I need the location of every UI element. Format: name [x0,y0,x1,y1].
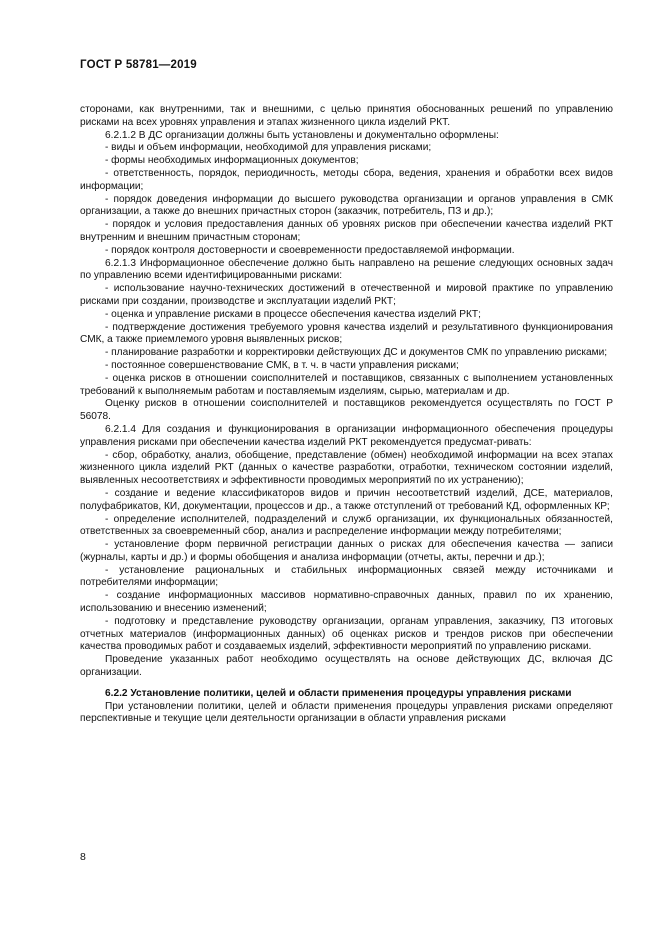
paragraph: - порядок доведения информации до высшего руководства организации и органов управления в СМК организации, а также до внешних причастных сторон (заказчик, потребитель, ПЗ и др.); [80,193,613,218]
paragraph: сторонами, как внутренними, так и внешними, с целью принятия обоснованных решений по управлению рисками на всех уровнях управления и этапах жизненного цикла изделий РКТ. [80,104,613,128]
paragraph: - формы необходимых информационных документов; [105,155,359,167]
section-heading: 6.2.2 Установление политики, целей и области применения процедуры управления рисками [105,687,572,699]
document-body [80,104,613,726]
paragraph: Оценку рисков в отношении соисполнителей и поставщиков рекомендуется осуществлять по ГОСТ Р 56078. [80,398,613,423]
document-header: ГОСТ Р 58781—2019 [80,59,197,71]
paragraph: - использование научно-технических достижений в отечественной и мировой практике по управлению рисками при создании, производстве и эксплуатации изделий РКТ; [80,283,613,307]
paragraph: - порядок контроля достоверности и своевременности предоставляемой информации. [105,244,515,256]
paragraph: - ответственность, порядок, периодичность, методы сбора, ведения, хранения и обработки всех видов информации; [80,167,613,192]
paragraph: - определение исполнителей, подразделений и служб организации, их функциональных обязанностей, ответственных за своевременный сбор, анализ и распределение информации между потребителями; [80,513,613,538]
paragraph-list [80,104,613,680]
section-paragraph-list [80,701,613,727]
paragraph: Проведение указанных работ необходимо осуществлять на основе действующих ДС, включая ДС организации. [80,654,613,679]
page-number: 8 [80,851,86,863]
paragraph: - подготовку и представление руководству организации, органам управления, заказчику, ПЗ итоговых отчетных материалов (информационных данных) об оценках рисков и трендов рисков при обеспечении качества проводимых работ и создаваемых изделий, эффективности мероприятий по управлению рисками. [80,615,613,653]
paragraph: - виды и объем информации, необходимой для управления рисками; [105,142,432,154]
paragraph: - сбор, обработку, анализ, обобщение, представление (обмен) необходимой информации на всех этапах жизненного цикла изделий РКТ (данных о качестве разработки, отработки, техническом состоянии изделий, выявленных несоответствиях и эффективности проводимых мероприятий по их устранению); [80,449,613,487]
paragraph: - установление рациональных и стабильных информационных связей между источниками и потребителями информации; [80,564,613,589]
paragraph: 6.2.1.3 Информационное обеспечение должно быть направлено на решение следующих основных задач по управлению всеми идентифицированными рисками: [80,257,613,282]
paragraph: 6.2.1.2 В ДС организации должны быть установлены и документально оформлены: [105,129,499,141]
paragraph: - установление форм первичной регистрации данных о рисках для обеспечения качества — записи (журналы, карты и др.) и формы обобщения и анализа информации (отчеты, акты, перечни и др.); [80,539,613,563]
paragraph: При установлении политики, целей и области применения процедуры управления рисками определяют перспективные и текущие цели деятельности организации в области управления рисками [80,700,613,725]
paragraph: - создание и ведение классификаторов видов и причин несоответствий изделий, ДСЕ, материалов, полуфабрикатов, КИ, документации, процессов и др., а также отступлений от требований КД, оформленных КР; [80,487,613,512]
paragraph: - оценка и управление рисками в процессе обеспечения качества изделий РКТ; [105,308,481,320]
paragraph: - оценка рисков в отношении соисполнителей и поставщиков, связанных с выполнением установленных требований к выполняемым работам и поставляемым изделиям, сырью, материалам и др. [80,372,613,397]
paragraph: 6.2.1.4 Для создания и функционирования в организации информационного обеспечения процедуры управления рисками при обеспечении качества изделий РКТ рекомендуется предусмат-ривать: [80,423,613,448]
paragraph: - создание информационных массивов нормативно-справочных данных, правил по их хранению, использованию и внесению изменений; [80,590,613,615]
paragraph: - порядок и условия предоставления данных об уровнях рисков при обеспечении качества изделий РКТ внутренним и внешним причастным сторонам; [80,219,613,243]
paragraph: - подтверждение достижения требуемого уровня качества изделий и результативного функционирования СМК, а также приемлемого уровня выявленных рисков; [80,321,613,346]
paragraph: - постоянное совершенствование СМК, в т. ч. в части управления рисками; [105,359,459,371]
paragraph: - планирование разработки и корректировки действующих ДС и документов СМК по управлению рисками; [105,347,608,359]
